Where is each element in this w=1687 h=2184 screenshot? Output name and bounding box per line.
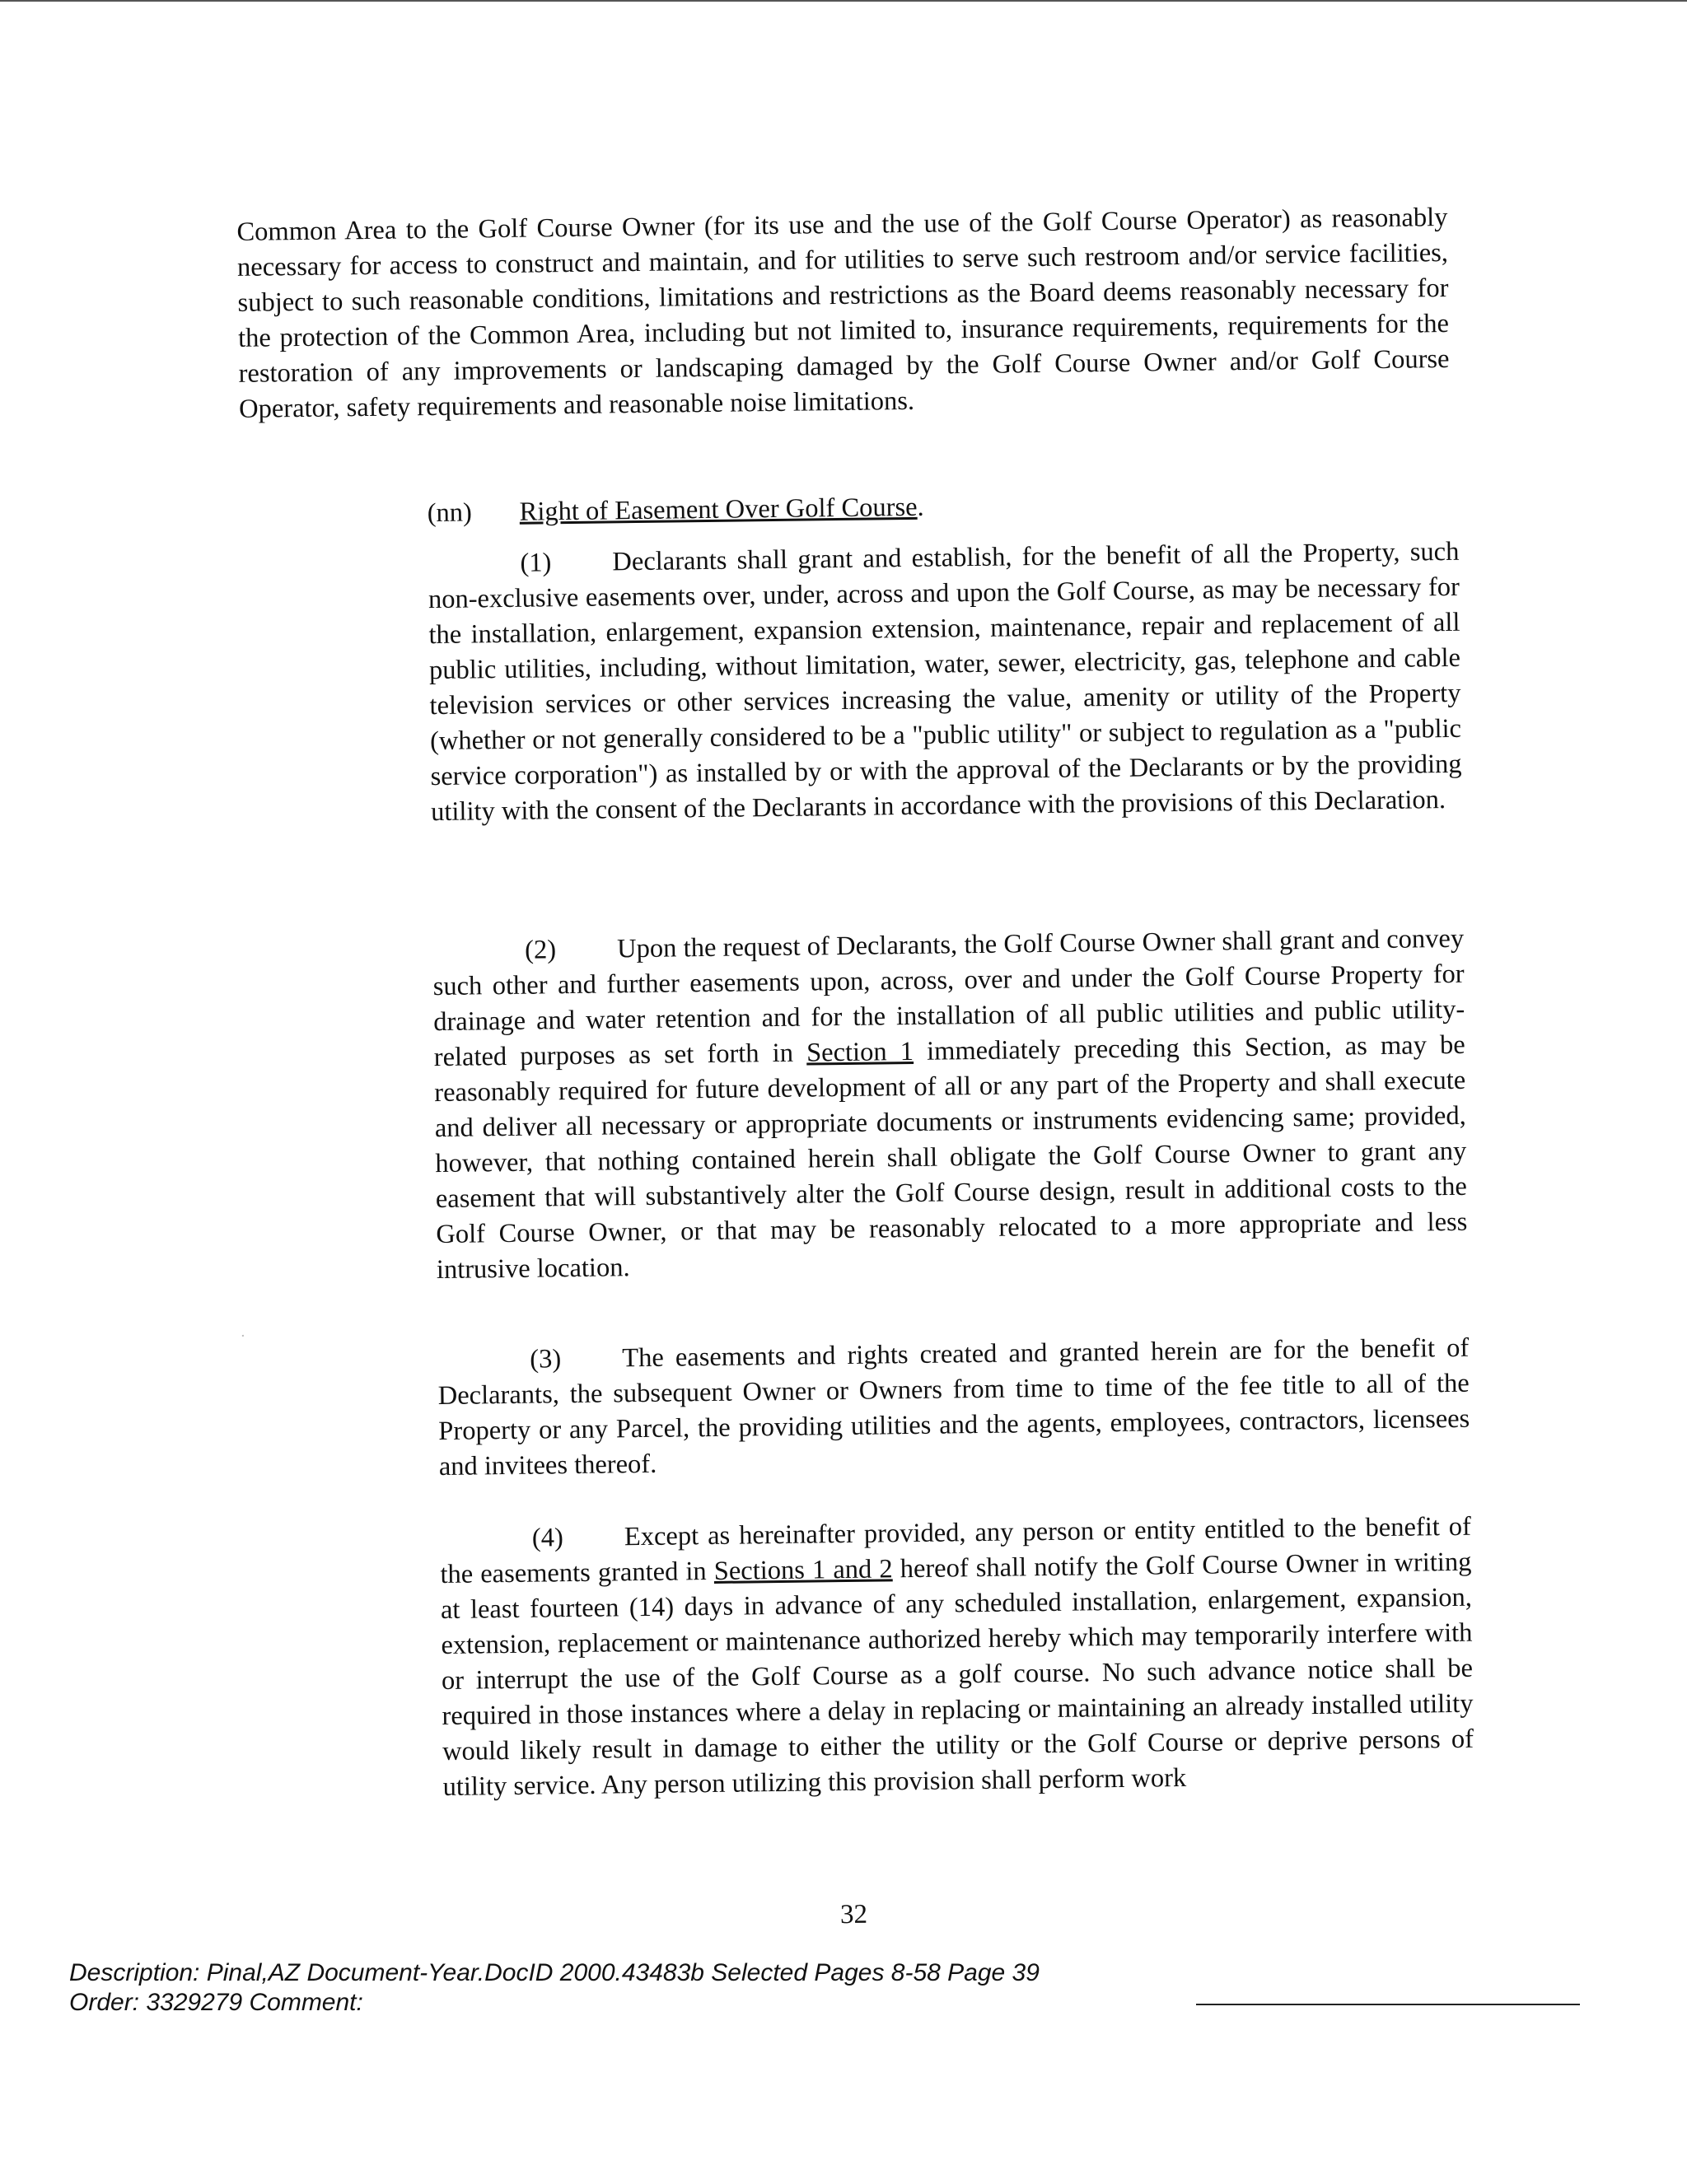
footer-comment-line: [1196, 2004, 1580, 2005]
section-reference: Sections 1 and 2: [713, 1554, 893, 1586]
subsection-text: Upon the request of Declarants, the Golf Course Owner shall grant and convey such other and further easements upon, across, over and under the Golf Course Property for drainage and water retention and for the installation of all public utilities and public utility-related purposes as set forth in: [432, 923, 1465, 1073]
section-reference: Section 1: [806, 1036, 914, 1068]
page-number: 32: [839, 1899, 868, 1930]
subsection-text-continued: hereof shall notify the Golf Course Owner in writing at least fourteen (14) days in advance of any scheduled installation, enlargement, expansion, extension, replacement or maintenance authorized hereby which may temporarily interfere with or interrupt the use of the Golf Course as a golf course. No such advance notice shall be required in those instances where a delay in replacing or maintaining an already installed utility would likely result in damage to either the utility or the Golf Course or deprive persons of utility service. Any person utilizing this provision shall perform work: [440, 1547, 1474, 1803]
subsection-number: (4): [531, 1523, 564, 1553]
section-title-period: .: [917, 492, 924, 522]
footer-line-1: Description: Pinal,AZ Document-Year.DocID 2000.43483b Selected Pages 8-58 Page 39: [69, 1959, 1040, 1986]
subsection-2: [432, 922, 1468, 1288]
subsection-text: The easements and rights created and granted herein are for the benefit of Declarants, the subsequent Owner or Owners from time to time of the fee title to all of the Property or any Parcel, the providing utilities and the agents, employees, contractors, licensees and invitees thereof.: [437, 1332, 1470, 1482]
footer-line-2: Order: 3329279 Comment:: [69, 1989, 363, 2016]
intro-paragraph: Common Area to the Golf Course Owner (for its use and the use of the Golf Course Operator) as reasonably necessary for access to construct and maintain, and for utilities to serve such restroom and/or service facilities, subject to such reasonable conditions, limitations and restrictions as the Board deems reasonably necessary for the protection of the Common Area, including but not limited to, insurance requirements, requirements for the restoration of any improvements or landscaping damaged by the Golf Course Owner and/or Golf Course Operator, safety requirements and reasonable noise limitations.: [236, 202, 1450, 424]
subsection-number: (3): [530, 1344, 562, 1374]
subsection-number: (1): [520, 548, 552, 578]
subsection-1: [428, 534, 1462, 830]
subsection-text: Declarants shall grant and establish, for the benefit of all the Property, such non-exclusive easements over, under, across and upon the Golf Course, as may be necessary for the installation, enlargement, expansion extension, maintenance, repair and replacement of all public utilities, including, without limitation, water, sewer, electricity, gas, telephone and cable television services or other services increasing the value, amenity or utility of the Property (whether or not generally considered to be a "public utility" or subject to regulation as a "public service corporation") as installed by or with the approval of the Declarants or by the providing utility with the consent of the Declarants in accordance with the provisions of this Declaration.: [428, 536, 1462, 828]
subsection-3: [437, 1331, 1470, 1485]
footer-description: [69, 1958, 1040, 2018]
subsection-text: Except as hereinafter provided, any person or entity entitled to the benefit of the easements granted in: [440, 1511, 1472, 1590]
subsection-text-continued: immediately preceding this Section, as may be reasonably required for future development of all or any part of the Property and shall execute and deliver all necessary or appropriate documents or instruments evidencing same; provided, however, that nothing contained herein shall obligate the Golf Course Owner to grant any easement that will substantively alter the Golf Course design, result in additional costs to the Golf Course Owner, or that may be reasonably relocated to a more appropriate and less intrusive location.: [434, 1029, 1468, 1286]
subsection-number: (2): [524, 935, 557, 965]
scan-speck: [242, 1335, 244, 1337]
section-label: (nn): [427, 497, 473, 529]
section-title: Right of Easement Over Golf Course: [519, 492, 918, 527]
subsection-4: [440, 1510, 1474, 1805]
section-heading: [427, 490, 923, 531]
